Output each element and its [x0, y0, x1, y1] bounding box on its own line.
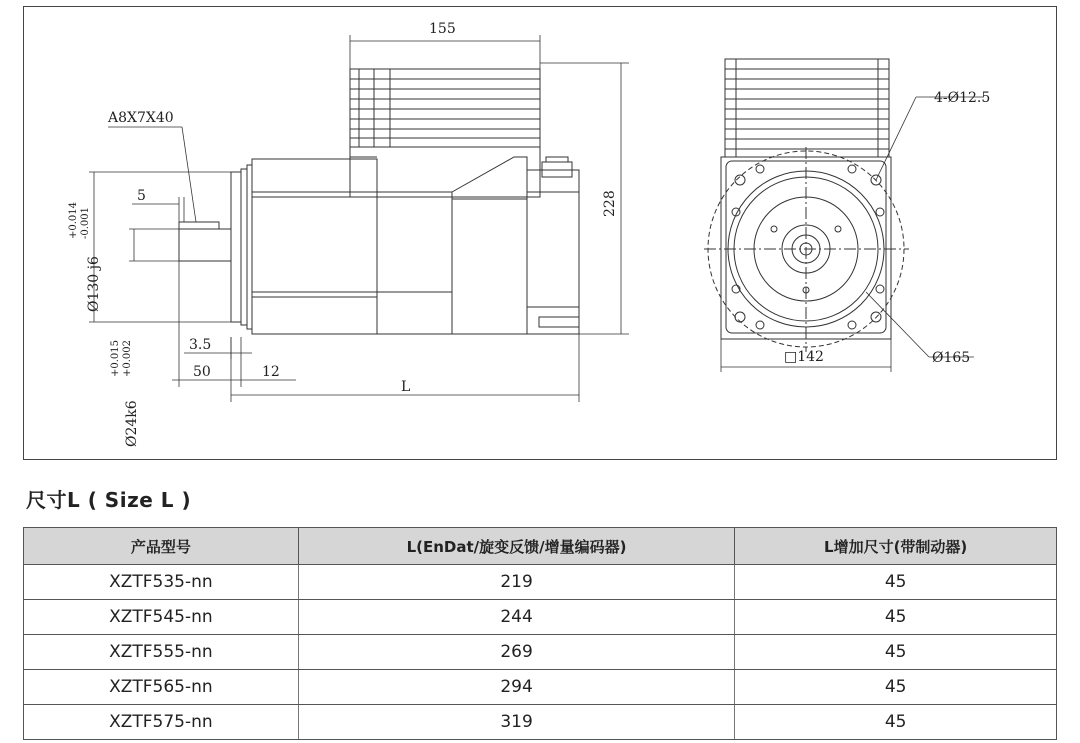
- table-row: [24, 565, 1057, 600]
- cell-length: 294: [298, 670, 735, 705]
- dim-l: L: [401, 379, 411, 395]
- table-row: [24, 600, 1057, 635]
- dim-24: Ø24k6: [124, 400, 140, 447]
- cell-brake-add: 45: [735, 635, 1057, 670]
- dim-tol-lower-130: -0.001: [80, 206, 91, 239]
- front-dimension-lines: [721, 97, 984, 372]
- dim-142: □142: [784, 349, 824, 365]
- technical-drawing: [23, 6, 1057, 460]
- cell-length: 319: [298, 705, 735, 740]
- dim-tol-upper-24: +0.015: [110, 339, 121, 377]
- table-row: [24, 635, 1057, 670]
- dim-holes: 4-Ø12.5: [934, 90, 991, 106]
- motor-dimension-drawing: [24, 7, 1058, 461]
- cell-length: 244: [298, 600, 735, 635]
- dim-228: 228: [602, 190, 618, 217]
- dim-key: A8X7X40: [108, 110, 174, 126]
- header-length: L(EnDat/旋变反馈/增量编码器): [298, 528, 735, 565]
- dim-155: 155: [429, 21, 456, 37]
- header-model: 产品型号: [24, 528, 299, 565]
- cell-model: XZTF535-nn: [24, 565, 299, 600]
- cell-brake-add: 45: [735, 565, 1057, 600]
- table-row: [24, 705, 1057, 740]
- dim-165: Ø165: [932, 350, 971, 366]
- dimension-labels: [68, 21, 990, 447]
- cell-length: 219: [298, 565, 735, 600]
- table-header-row: [24, 528, 1057, 565]
- cell-model: XZTF545-nn: [24, 600, 299, 635]
- dim-tol-lower-24: +0.002: [122, 339, 133, 377]
- table-row: [24, 670, 1057, 705]
- dim-12: 12: [262, 364, 280, 380]
- cell-length: 269: [298, 635, 735, 670]
- size-table: [23, 527, 1057, 740]
- motor-front-view: [704, 59, 909, 352]
- dim-tol-upper-130: +0.014: [68, 201, 79, 239]
- cell-brake-add: 45: [735, 600, 1057, 635]
- header-brake-add: L增加尺寸(带制动器): [735, 528, 1057, 565]
- dim-130: Ø130 j6: [86, 256, 102, 312]
- section-title: 尺寸L ( Size L ): [26, 488, 192, 512]
- motor-side-view: [179, 69, 579, 334]
- cell-brake-add: 45: [735, 670, 1057, 705]
- dim-5: 5: [137, 188, 146, 204]
- cell-model: XZTF575-nn: [24, 705, 299, 740]
- dim-50: 50: [193, 364, 211, 380]
- cell-brake-add: 45: [735, 705, 1057, 740]
- cell-model: XZTF555-nn: [24, 635, 299, 670]
- dim-3-5: 3.5: [189, 337, 212, 353]
- cell-model: XZTF565-nn: [24, 670, 299, 705]
